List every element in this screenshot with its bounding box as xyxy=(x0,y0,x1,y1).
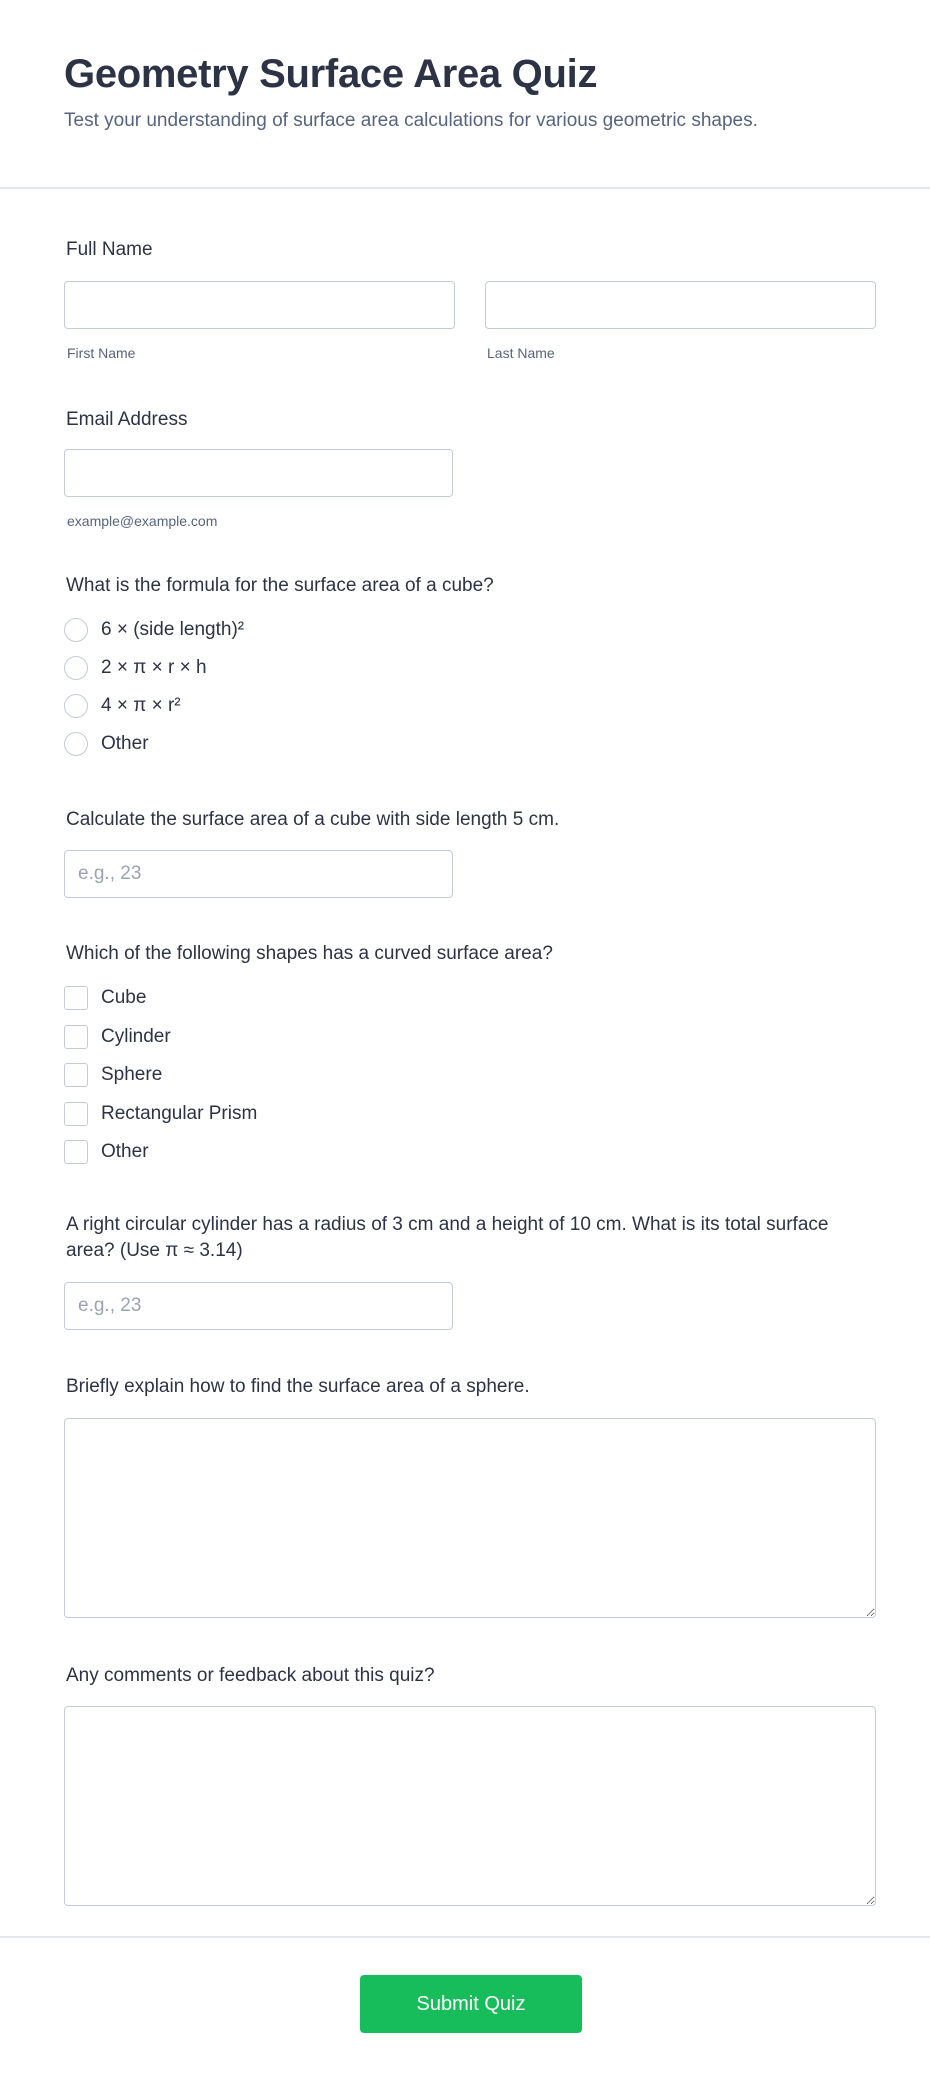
checkbox[interactable] xyxy=(64,1025,88,1049)
q6-textarea[interactable] xyxy=(64,1706,876,1906)
q3-label: Which of the following shapes has a curved surface area? xyxy=(66,943,553,964)
q3-option[interactable] xyxy=(64,985,146,1011)
radio-button[interactable] xyxy=(64,618,88,642)
q4-answer-input[interactable] xyxy=(64,1282,453,1330)
q1-label: What is the formula for the surface area of a cube? xyxy=(66,575,494,596)
q3-option[interactable] xyxy=(64,1062,162,1088)
q3-option[interactable] xyxy=(64,1139,149,1165)
q1-option[interactable] xyxy=(64,617,244,643)
option-label: Rectangular Prism xyxy=(101,1103,258,1124)
footer-divider xyxy=(0,1936,930,1938)
q2-label: Calculate the surface area of a cube with side length 5 cm. xyxy=(66,809,560,830)
checkbox[interactable] xyxy=(64,986,88,1010)
q1-option[interactable] xyxy=(64,731,149,757)
email-label: Email Address xyxy=(66,409,188,430)
header-divider xyxy=(0,187,930,189)
checkbox[interactable] xyxy=(64,1102,88,1126)
option-label: 2 × π × r × h xyxy=(101,657,207,678)
radio-button[interactable] xyxy=(64,694,88,718)
q3-option[interactable] xyxy=(64,1101,257,1127)
option-label: Cylinder xyxy=(101,1026,171,1047)
q5-label: Briefly explain how to find the surface area of a sphere. xyxy=(66,1376,530,1397)
option-label: Sphere xyxy=(101,1064,163,1085)
last-name-sublabel: Last Name xyxy=(487,345,555,361)
option-label: Other xyxy=(101,1141,149,1162)
q3-option[interactable] xyxy=(64,1024,171,1050)
submit-quiz-button[interactable]: Submit Quiz xyxy=(360,1975,582,2033)
page-title: Geometry Surface Area Quiz xyxy=(64,52,598,96)
page-subtitle: Test your understanding of surface area calculations for various geometric shapes. xyxy=(64,110,758,131)
option-label: 6 × (side length)² xyxy=(101,619,245,640)
q5-textarea[interactable] xyxy=(64,1418,876,1618)
first-name-input[interactable] xyxy=(64,281,455,329)
checkbox[interactable] xyxy=(64,1063,88,1087)
option-label: Cube xyxy=(101,987,147,1008)
radio-button[interactable] xyxy=(64,732,88,756)
email-input[interactable] xyxy=(64,449,453,497)
q1-option[interactable] xyxy=(64,655,207,681)
first-name-sublabel: First Name xyxy=(67,345,136,361)
q6-label: Any comments or feedback about this quiz? xyxy=(66,1665,435,1686)
q1-option[interactable] xyxy=(64,693,181,719)
option-label: Other xyxy=(101,733,149,754)
radio-button[interactable] xyxy=(64,656,88,680)
email-helper: example@example.com xyxy=(67,513,218,529)
checkbox[interactable] xyxy=(64,1140,88,1164)
q2-answer-input[interactable] xyxy=(64,850,453,898)
q4-label: A right circular cylinder has a radius of 3 cm and a height of 10 cm. What is its total surface area? (Use π ≈ 3.14) xyxy=(66,1214,829,1261)
last-name-input[interactable] xyxy=(485,281,876,329)
full-name-label: Full Name xyxy=(66,239,153,260)
option-label: 4 × π × r² xyxy=(101,695,181,716)
